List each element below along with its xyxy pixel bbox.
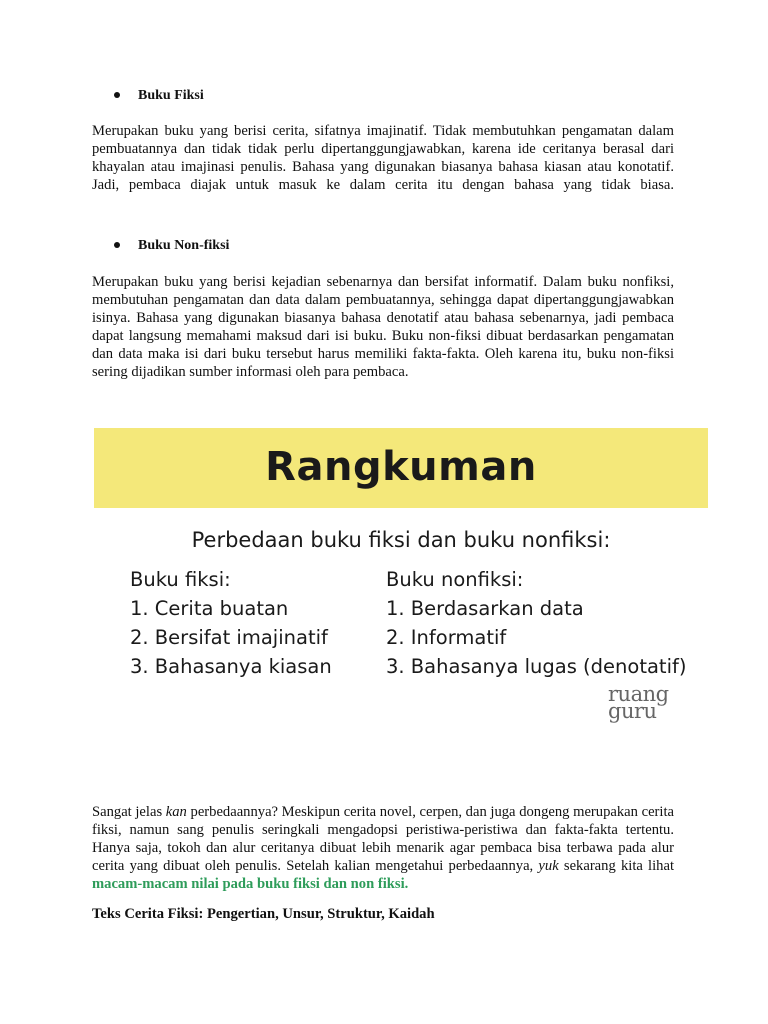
text: sekarang kita lihat (558, 858, 674, 874)
logo-text: ruang (608, 682, 669, 706)
list-item: 2. Informatif (386, 626, 507, 649)
list-item: 1. Berdasarkan data (386, 597, 584, 620)
column-heading: Buku fiksi: (130, 568, 231, 591)
list-item: 2. Bersifat imajinatif (130, 626, 328, 649)
nilai-buku-link[interactable]: macam-macam nilai pada buku fiksi dan non fiksi. (92, 876, 409, 892)
list-item: 1. Cerita buatan (130, 597, 289, 620)
logo-text: guru (608, 699, 657, 723)
text-italic: yuk (538, 858, 559, 874)
bullet-buku-nonfiksi (114, 238, 229, 254)
bullet-dot-icon (114, 92, 120, 98)
related-article-heading: Teks Cerita Fiksi: Pengertian, Unsur, Struktur, Kaidah (92, 906, 435, 922)
list-item: 3. Bahasanya lugas (denotatif) (386, 655, 687, 678)
bullet-buku-fiksi (114, 88, 204, 104)
text: perbedaannya? Meskipun cerita novel, cerpen, dan juga dongeng merupakan cerita fiksi, namun sang penulis seringkali mengadopsi peristiwa-peristiwa dan fakta-fakta tertentu. Hanya saja, tokoh dan alur ceritanya dibuat lebih menarik agar pembaca bisa terbawa pada alur cerita yang dibuat oleh penulis. Setelah kalian mengetahui perbedaannya, (92, 804, 674, 874)
fiksi-column (130, 565, 332, 681)
text-italic: kan (165, 804, 187, 820)
column-heading: Buku nonfiksi: (386, 568, 524, 591)
title-band (94, 428, 708, 508)
bullet-label: Buku Fiksi (138, 88, 204, 103)
bullet-label: Buku Non-fiksi (138, 238, 230, 253)
summary-title: Rangkuman (265, 444, 537, 490)
text: Sangat jelas (92, 804, 166, 820)
bullet-dot-icon (114, 242, 120, 248)
ruangguru-logo (608, 682, 669, 723)
nonfiksi-column (386, 565, 686, 681)
paragraph-nonfiksi: Merupakan buku yang berisi kejadian sebenarnya dan bersifat informatif. Dalam buku nonfiksi, membutuhan pengamatan dan data dalam pembuatannya, sehingga dapat dipertanggungjawabkan isinya. Bahasa yang digunakan biasanya bahasa denotatif atau bahasa sebenarnya, jadi pembaca dapat langsung memahami maksud dari isi buku. Buku non-fiksi dibuat berdasarkan pengamatan dan data maka isi dari buku tersebut harus memiliki fakta-fakta. Oleh karena itu, buku non-fiksi sering dijadikan sumber informasi oleh para pembaca. (92, 274, 674, 380)
list-item: 3. Bahasanya kiasan (130, 655, 332, 678)
closing-paragraph (92, 803, 674, 893)
summary-image (94, 428, 708, 748)
summary-subtitle: Perbedaan buku fiksi dan buku nonfiksi: (191, 528, 611, 552)
paragraph-fiksi: Merupakan buku yang berisi cerita, sifatnya imajinatif. Tidak membutuhkan pengamatan dalam pembuatannya dan tidak tidak perlu dipertanggungjawabkan, karena ide ceritanya berasal dari khayalan atau imajinasi penulis. Bahasa yang digunakan biasanya bahasa kiasan atau konotatif. Jadi, pembaca diajak untuk masuk ke dalam cerita itu dengan bahasa yang tidak biasa. (92, 123, 674, 193)
